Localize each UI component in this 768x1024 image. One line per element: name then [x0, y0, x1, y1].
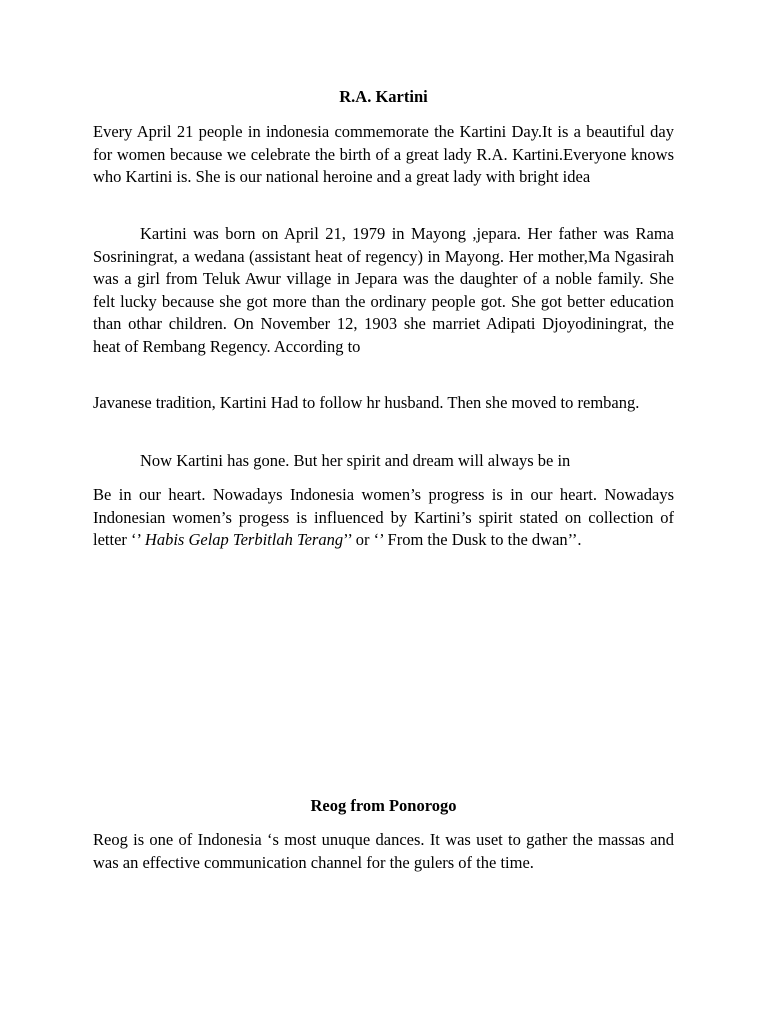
book-title-italic: Habis Gelap Terbitlah Terang [144, 530, 344, 550]
kartini-paragraph-5-start: Be in our heart. Nowadays Indonesia women’s progress is in our heart. Nowadays Indonesian women’s progess is influenced by Kartini’s spirit stated on collection of letter ‘’ [93, 485, 674, 550]
reog-paragraph-1: Reog is one of Indonesia ‘s most unuque dances. It was uset to gather the massas and was an effective communication channel for the gulers of the time. [93, 830, 674, 872]
kartini-paragraph-5 [93, 484, 674, 552]
kartini-title: R.A. Kartini [339, 87, 428, 106]
kartini-paragraph-5-end: ’’ or ‘’ From the Dusk to the dwan’’. [343, 530, 582, 550]
kartini-paragraph-3: Javanese tradition, Kartini Had to follow hr husband. Then she moved to rembang. [93, 393, 640, 412]
kartini-paragraph-4: Now Kartini has gone. But her spirit and dream will always be in [140, 451, 571, 470]
reog-title: Reog from Ponorogo [310, 796, 457, 815]
kartini-paragraph-2: Kartini was born on April 21, 1979 in Mayong ,jepara. Her father was Rama Sosriningrat, a wedana (assistant heat of regency) in Mayong. Her mother,Ma Ngasirah was a girl from Teluk Awur village in Jepara was the daughter of a noble family. She felt lucky because she got more than the ordinary people got. She got better education than othar children. On November 12, 1903 she marriet Adipati Djoyodiningrat, the heat of Rembang Regency. According to [93, 224, 674, 356]
kartini-paragraph-1: Every April 21 people in indonesia commemorate the Kartini Day.It is a beautiful day for women because we celebrate the birth of a great lady R.A. Kartini.Everyone knows who Kartini is. She is our national heroine and a great lady with bright idea [93, 122, 674, 187]
